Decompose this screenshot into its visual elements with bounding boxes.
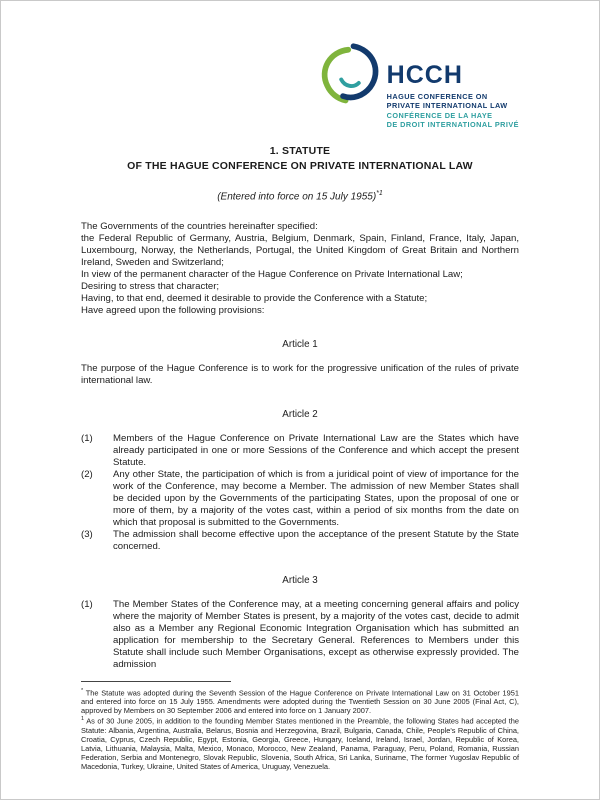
article-3 (81, 575, 519, 671)
article-1-heading: Article 1 (282, 338, 318, 350)
hcch-logo-text (387, 63, 519, 130)
footnote-marker: 1 (81, 716, 85, 723)
hcch-logo-inner (315, 39, 519, 130)
footnote-reference-marker: *1 (376, 190, 383, 198)
footnotes (81, 681, 519, 771)
article-2-paragraph-1 (81, 433, 519, 469)
preamble-line: Have agreed upon the following provisions: (81, 304, 265, 316)
hcch-logo-line-2: PRIVATE INTERNATIONAL LAW (386, 101, 508, 111)
footnote-text: As of 30 June 2005, in addition to the founding Member States mentioned in the Preamble, the following States had accepted the Statute: Albania, Argentina, Australia, Belarus, Bosnia and Herzegovina, Brazil, Bulgaria, Canada, Chile, People's Republic of China, Croatia, Cyprus, Czech Republic, Egypt, Estonia, Georgia, Greece, Hungary, Iceland, Ireland, Israel, Jordan, Republic of Korea, Latvia, Lithuania, Malaysia, Malta, Mexico, Monaco, Morocco, New Zealand, Panama, Paraguay, Peru, Poland, Romania, Russian Federation, Serbia and Montenegro, Slovak Republic, Slovenia, South Africa, Sri Lanka, Suriname, The former Yugoslav Republic of Macedonia, Turkey, Ukraine, United States of America, Uruguay, Venezuela. (81, 716, 519, 771)
footnote-marker: * (81, 687, 84, 694)
footnote-text: The Statute was adopted during the Seventh Session of the Hague Conference on Private International Law on 31 October 1951 and entered into force on 15 July 1955. Amendments were adopted during the Twentieth Session on 30 June 2005 (Final Act, C), approved by Members on 30 September 2006 and entered into force on 1 January 2007. (81, 688, 519, 716)
paragraph-text: Members of the Hague Conference on Private International Law are the States which have already participated in one or more Sessions of the Conference and which accept the present Statute. (113, 432, 519, 468)
page-title (81, 144, 519, 174)
preamble-line: the Federal Republic of Germany, Austria, Belgium, Denmark, Spain, Finland, France, Italy, Japan, Luxembourg, Norway, the Netherlands, Portugal, the United Kingdom of Great Britain and Northern Ireland, Sweden and Switzerland; (81, 232, 519, 268)
footnote-separator (81, 681, 231, 682)
hcch-acronym: HCCH (386, 61, 463, 89)
article-1-paragraph: The purpose of the Hague Conference is to work for the progressive unification of the rules of private international law. (81, 362, 519, 386)
paragraph-number: (1) (81, 598, 93, 610)
preamble (81, 221, 519, 317)
footnote-statute-adoption (81, 687, 519, 715)
entry-into-force-subtitle (81, 190, 519, 202)
paragraph-number: (1) (81, 432, 93, 444)
paragraph-number: (2) (81, 468, 93, 480)
hcch-logo-line-1: HAGUE CONFERENCE ON (386, 92, 488, 101)
title-line-2: OF THE HAGUE CONFERENCE ON PRIVATE INTERNATIONAL LAW (127, 160, 473, 173)
article-2-paragraph-2 (81, 469, 519, 529)
preamble-line: The Governments of the countries hereinafter specified: (81, 220, 318, 232)
hcch-logo (81, 39, 519, 130)
hcch-logo-line-3: CONFÉRENCE DE LA HAYE (386, 110, 493, 120)
preamble-line: Desiring to stress that character; (81, 280, 220, 292)
title-line-1: 1. STATUTE (269, 144, 331, 157)
preamble-line: Having, to that end, deemed it desirable to provide the Conference with a Statute; (81, 292, 428, 304)
paragraph-number: (3) (81, 528, 93, 540)
hcch-logo-line-4: DE DROIT INTERNATIONAL PRIVÉ (386, 120, 519, 130)
article-2 (81, 409, 519, 553)
preamble-line: In view of the permanent character of the Hague Conference on Private International Law; (81, 268, 463, 280)
footnote-member-states (81, 715, 519, 770)
subtitle-text: (Entered into force on 15 July 1955) (217, 191, 377, 203)
article-2-heading: Article 2 (282, 408, 318, 420)
paragraph-text: The Member States of the Conference may, at a meeting concerning general affairs and policy where the majority of Member States is present, by a majority of the votes cast, decide to admit also as a Member any Regional Economic Integration Organisation which has submitted an application for membership to the Secretary General. References to Members under this Statute shall include such Member Organisations, except as otherwise expressly provided. The admission (113, 598, 519, 670)
article-2-paragraph-3 (81, 529, 519, 553)
paragraph-text: Any other State, the participation of which is from a juridical point of view of importance for the work of the Conference, may become a Member. The admission of new Member States shall be decided upon by the Governments of the participating States, upon the proposal of one or more of them, by a majority of the votes cast, within a period of six months from the date on which that proposal is submitted to the Governments. (113, 468, 519, 528)
paragraph-text: The admission shall become effective upon the acceptance of the present Statute by the State concerned. (113, 528, 519, 552)
hcch-swoosh-icon (315, 39, 385, 113)
article-1 (81, 339, 519, 387)
article-3-paragraph-1 (81, 599, 519, 671)
article-3-heading: Article 3 (282, 574, 318, 586)
